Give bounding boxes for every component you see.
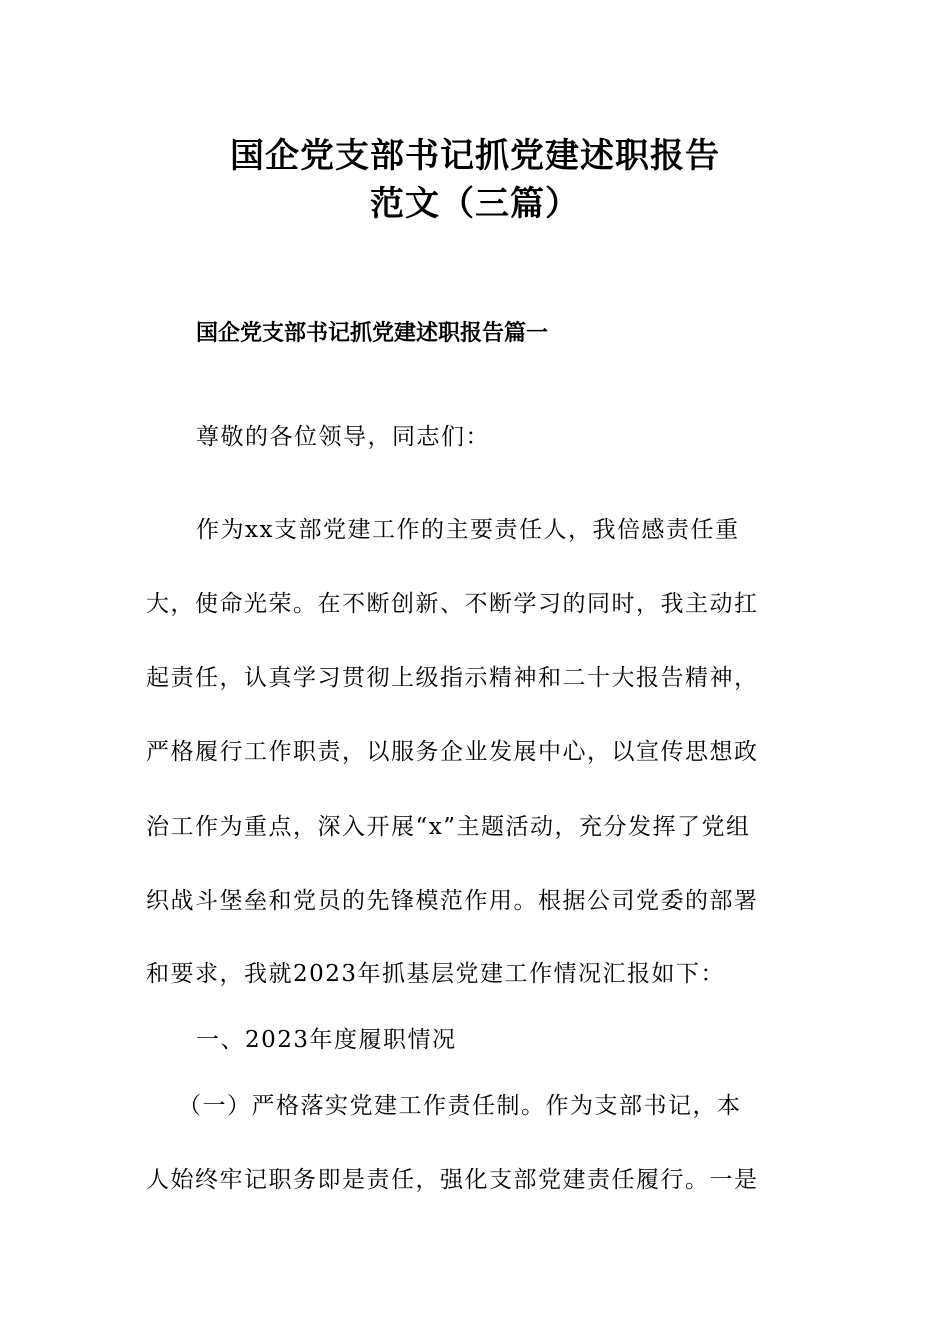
paragraph-line: （一）严格落实党建工作责任制。作为支部书记，本: [178, 1093, 742, 1119]
document-title-line-2: 范文（三篇）: [370, 184, 580, 224]
paragraph-line: 治工作为重点，深入开展“x”主题活动，充分发挥了党组: [146, 814, 751, 840]
subheading: 一、2023年度履职情况: [196, 1027, 457, 1053]
paragraph-line: 作为xx支部党建工作的主要责任人，我倍感责任重: [196, 517, 740, 543]
paragraph-line: 人始终牢记职务即是责任，强化支部党建责任履行。一是: [146, 1167, 759, 1193]
section-heading: 国企党支部书记抓党建述职报告篇一: [196, 320, 549, 346]
paragraph-line: 大，使命光荣。在不断创新、不断学习的同时，我主动扛: [146, 591, 759, 617]
greeting-text: 尊敬的各位领导，同志们：: [196, 424, 490, 450]
paragraph-line: 严格履行工作职责，以服务企业发展中心，以宣传思想政: [146, 739, 759, 765]
paragraph-line: 起责任，认真学习贯彻上级指示精神和二十大报告精神，: [146, 665, 759, 691]
document-title-line-1: 国企党支部书记抓党建述职报告: [230, 136, 720, 176]
paragraph-line: 织战斗堡垒和党员的先锋模范作用。根据公司党委的部署: [146, 888, 759, 914]
paragraph-line: 和要求，我就2023年抓基层党建工作情况汇报如下：: [146, 961, 726, 987]
